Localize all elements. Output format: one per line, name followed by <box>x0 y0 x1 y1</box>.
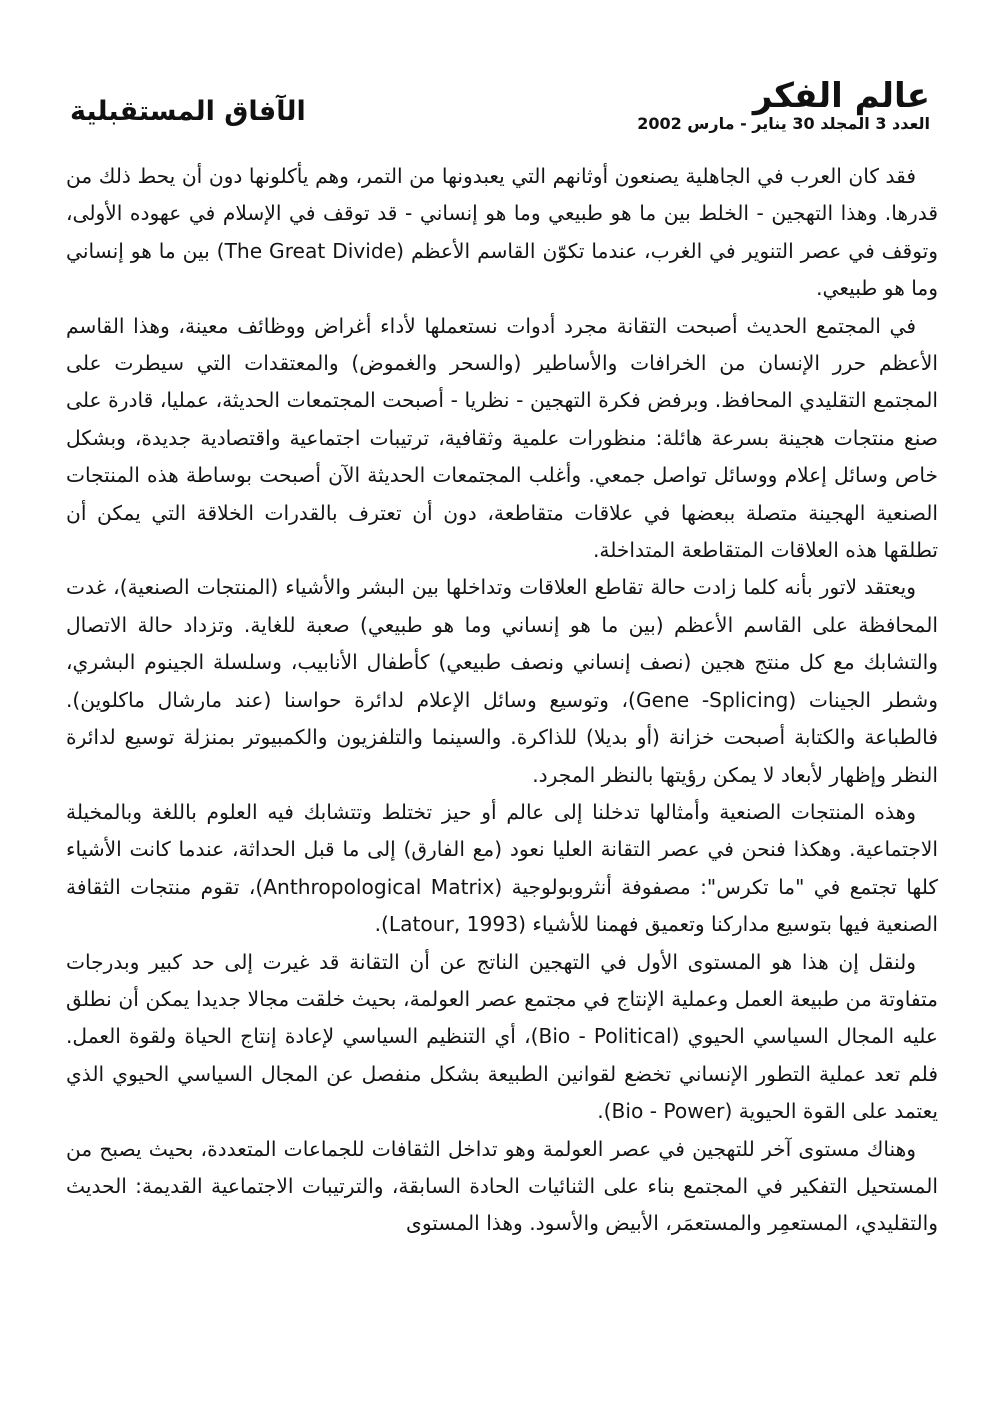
section-title: الآفاق المستقبلية <box>70 96 306 127</box>
paragraph-1: فقد كان العرب في الجاهلية يصنعون أوثانهم التي يعبدونها من التمر، وهم يأكلونها دون أن يحط ذلك من قدرها. وهذا التهجين - الخلط بين ما هو طبيعي وما هو إنساني - قد توقف في الإسلام في عهوده الأولى، وتوقف في عصر التنوير في الغرب، عندما تكوّن القاسم الأعظم (The Great Divide) بين ما هو إنساني وما هو طبيعي. <box>66 164 939 301</box>
issue-line: العدد 3 المجلد 30 يناير - مارس 2002 <box>637 114 930 133</box>
journal-masthead <box>637 78 930 134</box>
paragraph-5: ولنقل إن هذا هو المستوى الأول في التهجين الناتج عن أن التقانة قد غيرت إلى حد كبير وبدرجات متفاوتة من طبيعة العمل وعملية الإنتاج في مجتمع عصر العولمة، بحيث خلقت مجالا جديدا يمكن أن نطلق عليه المجال السياسي الحيوي (Bio - Political)، أي التنظيم السياسي لإعادة إنتاج الحياة ولقوة العمل. فلم تعد عملية التطور الإنساني تخضع لقوانين الطبيعة بشكل منفصل عن المجال السياسي الحيوي الذي يعتمد على القوة الحيوية (Bio - Power). <box>66 949 938 1124</box>
paragraph-2: في المجتمع الحديث أصبحت التقانة مجرد أدوات نستعملها لأداء أغراض ووظائف معينة، وهذا القاسم الأعظم حرر الإنسان من الخرافات والأساطير (والسحر والغموض) والمعتقدات التي سيطرت على المجتمع التقليدي المحافظ. وبرفض فكرة التهجين - نظريا - أصبحت المجتمعات الحديثة، عمليا، قادرة على صنع منتجات هجينة بسرعة هائلة: منظورات علمية وثقافية، ترتيبات اجتماعية واقتصادية جديدة، وبشكل خاص وسائل إعلام ووسائل تواصل جمعي. وأغلب المجتمعات الحديثة الآن أصبحت بوساطة هذه المنتجات الصنعية الهجينة متصلة ببعضها في علاقات متقاطعة، دون أن تعترف بالقدرات الخلاقة التي يمكن أن تطلقها هذه العلاقات المتقاطعة المتداخلة. <box>66 313 938 563</box>
paragraph-4: وهذه المنتجات الصنعية وأمثالها تدخلنا إلى عالم أو حيز تختلط وتتشابك فيه العلوم باللغة وبالمخيلة الاجتماعية. وهكذا فنحن في عصر التقانة العليا نعود (مع الفارق) إلى ما قبل الحداثة، عندما كانت الأشياء كلها تجتمع في "ما تكرس": مصفوفة أنثروبولوجية (Anthropological Matrix)، تقوم منتجات الثقافة الصنعية فيها بتوسيع مداركنا وتعميق فهمنا للأشياء (Latour, 1993). <box>66 799 938 937</box>
paragraph-6: وهناك مستوى آخر للتهجين في عصر العولمة وهو تداخل الثقافات للجماعات المتعددة، بحيث يصبح من المستحيل التفكير في المجتمع بناء على الثنائيات الحادة السابقة، والترتيبات الاجتماعية القديمة: الحديث والتقليدي، المستعمِر والمستعمَر، الأبيض والأسود. وهذا المستوى <box>66 1136 938 1236</box>
page-header <box>70 78 930 148</box>
journal-title: عالم الفكر <box>752 76 930 116</box>
paragraph-3: ويعتقد لاتور بأنه كلما زادت حالة تقاطع العلاقات وتداخلها بين البشر والأشياء (المنتجات الصنعية)، غدت المحافظة على القاسم الأعظم (بين ما هو إنساني وما هو طبيعي) صعبة للغاية. وتزداد حالة الاتصال والتشابك مع كل منتج هجين (نصف إنساني ونصف طبيعي) كأطفال الأنابيب، وسلسلة الجينوم البشري، وشطر الجينات (Gene -Splicing)، وتوسيع وسائل الإعلام لدائرة حواسنا (عند مارشال ماكلوين). فالطباعة والكتابة أصبحت خزانة (أو بديلا) للذاكرة. والسينما والتلفزيون والكمبيوتر بمنزلة توسيع لدائرة النظر وإظهار لأبعاد لا يمكن رؤيتها بالنظر المجرد. <box>66 575 938 787</box>
article-body <box>66 158 938 1243</box>
